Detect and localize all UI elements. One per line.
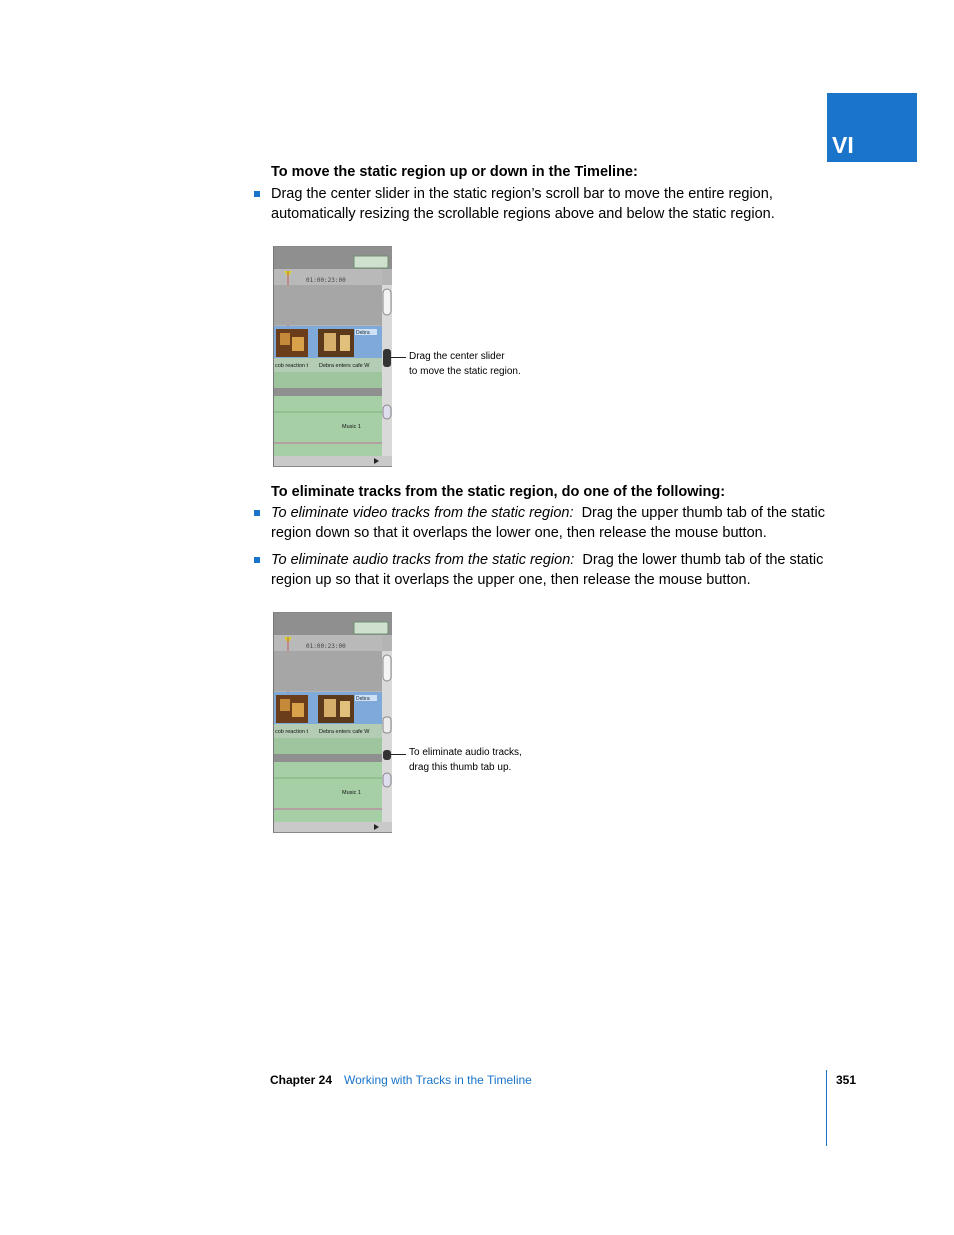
bullet-line-1: Drag the lower thumb tab of the static [582,552,824,568]
callout-leader-line [391,357,406,358]
footer-divider [826,1070,827,1146]
section1-heading: To move the static region up or down in the Timeline: [271,164,638,180]
callout-line-2: to move the static region. [409,365,521,377]
callout-line-1: Drag the center slider [409,351,505,362]
clip2-label: Debra enters cafe W [319,363,370,369]
clip-tag: Debra [356,696,370,702]
section2-bullet-1 [271,503,831,543]
page-number: 351 [836,1073,857,1087]
footer-chapter-title: Working with Tracks in the Timeline [344,1073,532,1087]
clip1-label: cob reaction t [275,363,309,369]
callout-line-1: To eliminate audio tracks, [409,747,522,758]
clip-tag: Debra [356,330,370,336]
clip2-label: Debra enters cafe W [319,729,370,735]
audio-label: Music 1 [342,790,361,796]
timecode-label: 01:00:23:00 [306,643,346,650]
bullet-line-2: automatically resizing the scrollable regions above and below the static region. [271,206,775,222]
section-tab-label: VI [832,132,854,158]
bullet-lead: To eliminate video tracks from the static region: [271,505,574,521]
bullet-marker [254,191,260,197]
bullet-lead: To eliminate audio tracks from the static region: [271,552,575,568]
bullet-line-2: region up so that it overlaps the upper one, then release the mouse button. [271,572,751,588]
bullet-line-2: region down so that it overlaps the lower one, then release the mouse button. [271,525,767,541]
callout-leader-line [391,754,406,755]
figure1-callout [409,350,521,379]
section-tab [827,93,917,162]
bullet-line-1: Drag the upper thumb tab of the static [581,505,825,521]
section2-bullet-2 [271,550,831,590]
bullet-marker [254,510,260,516]
bullet-marker [254,557,260,563]
section2-heading: To eliminate tracks from the static region, do one of the following: [271,484,726,500]
bullet-line-1: Drag the center slider in the static region’s scroll bar to move the entire region, [271,186,773,202]
section1-bullet-1 [271,184,831,224]
figure2-callout [409,746,522,775]
footer-chapter: Chapter 24 [270,1073,333,1087]
timeline-screenshot-graphic [274,613,392,832]
audio-label: Music 1 [342,424,361,430]
timeline-screenshot-2 [273,612,392,833]
timecode-label: 01:00:23:00 [306,277,346,284]
timeline-screenshot-graphic [274,247,392,466]
clip1-label: cob reaction t [275,729,309,735]
callout-line-2: drag this thumb tab up. [409,761,512,773]
timeline-screenshot-1 [273,246,392,467]
